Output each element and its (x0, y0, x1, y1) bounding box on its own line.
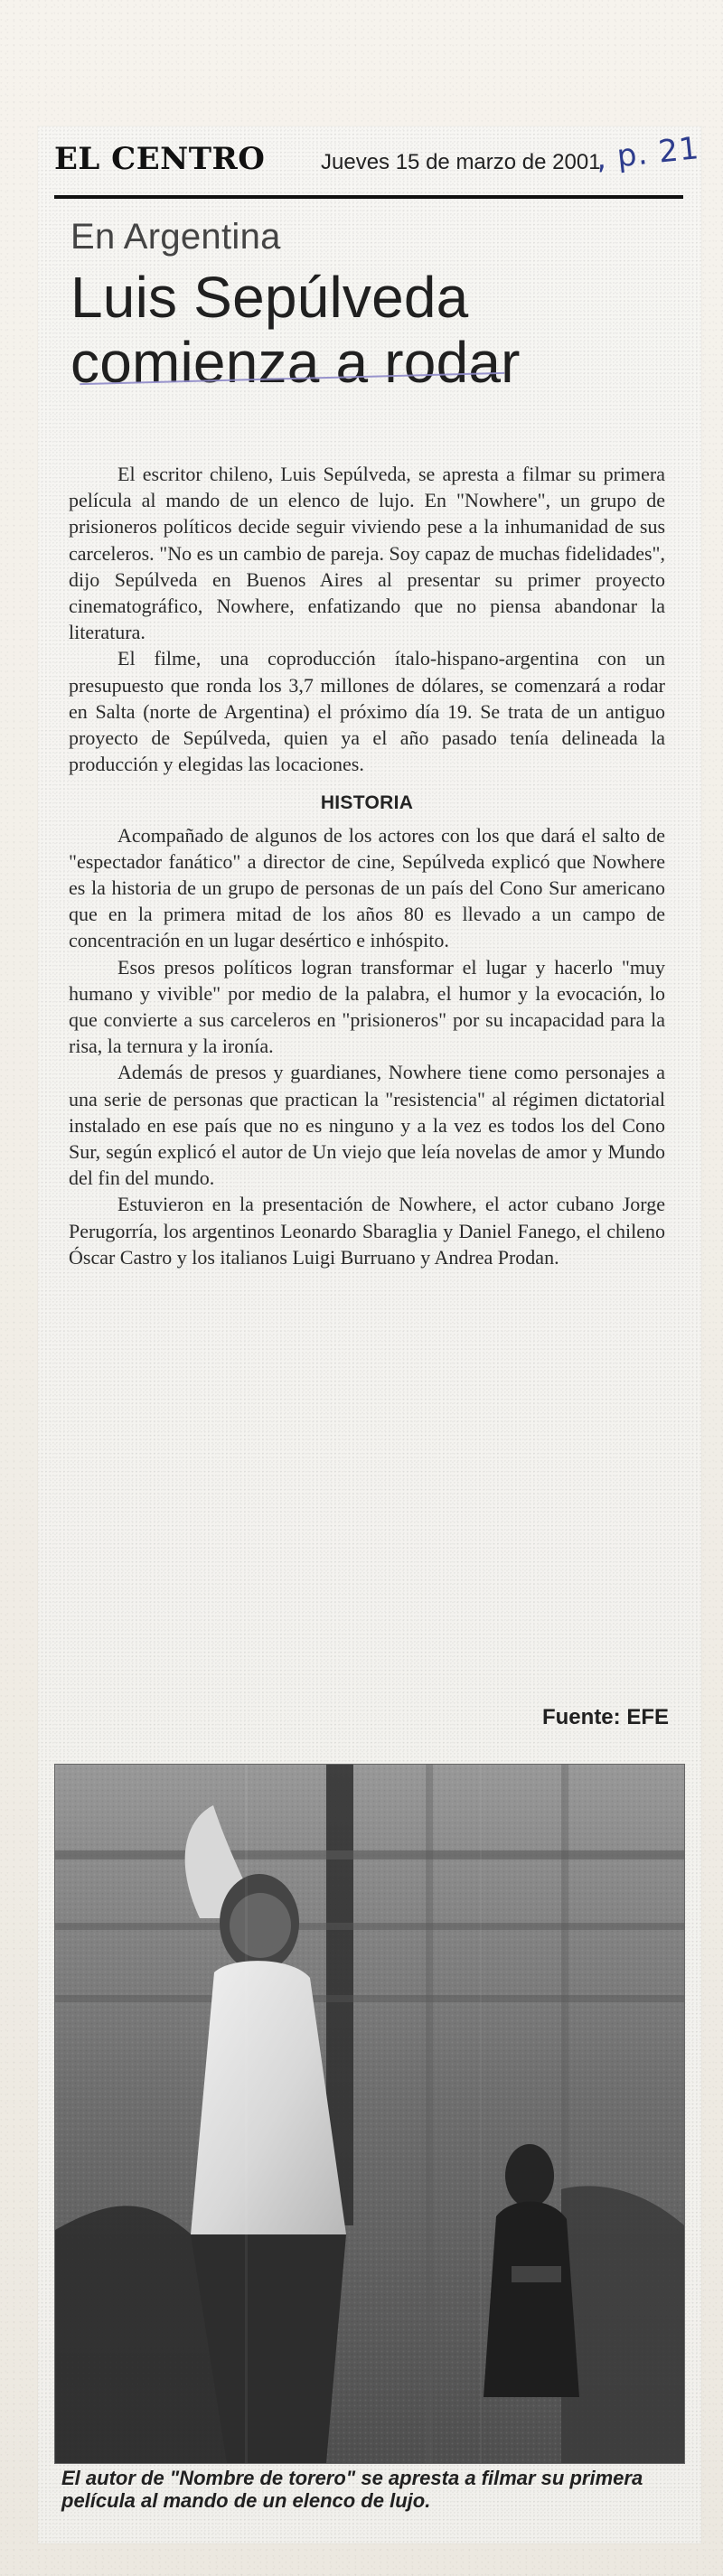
right-foreground-shape (561, 2186, 684, 2463)
man-face (230, 1893, 291, 1958)
newspaper-clipping (38, 126, 701, 2543)
photo-scanline-2 (480, 1765, 482, 2463)
history-paragraph-3: Además de presos y guardianes, Nowhere tiene como personajes a una serie de personas que practican la "resistencia" al régimen dictatorial instalado en ese país que no es ninguno y a la vez es todos los del Cono Sur, según explicó el autor de Un viejo que leía novelas de amor y Mundo del fin del mundo. (69, 1061, 665, 1190)
article-source: Fuente: EFE (541, 1705, 669, 1729)
woman-head (505, 2144, 554, 2207)
section-name: EL CENTRO (54, 141, 266, 177)
headline-block (70, 217, 658, 443)
article-paragraph-2: El filme, una coproducción ítalo-hispano-argentina con un presupuesto que ronda los 3,7 millones de dólares, se comenzará a rodar en Salta (norte de Argentina) el próximo día 19. Se trata de un antiguo proyecto de Sepúlveda, quien ya el año pasado tenía delineada la producción y elegidas las locaciones. (69, 647, 665, 776)
headline-line-1: Luis Sepúlveda (70, 265, 469, 330)
handwritten-page-mark: , p. 21 (594, 130, 701, 177)
wall-line-3 (55, 1995, 684, 2002)
publication-date: Jueves 15 de marzo de 2001 (321, 150, 601, 174)
masthead (54, 128, 701, 199)
history-paragraph-1: Acompañado de algunos de los actores con los que dará el salto de "espectador fanático" a director de cine, Sepúlveda explicó que Nowhere es la historia de un grupo de personas de un país del Cono Sur americano que en la primera mitad de los años 80 es llevado a un campo de concentración en un lugar desértico e inhóspito. (69, 823, 665, 952)
wall-seam-1 (426, 1765, 433, 2463)
headline-line-2: comienza a rodar (70, 330, 521, 395)
kicker: En Argentina (70, 217, 281, 257)
wall-line-2 (55, 1923, 684, 1930)
history-paragraph-2: Esos presos políticos logran transformar el lugar y hacerlo "muy humano y vivible" por medio de la palabra, el humor y la evocación, lo que convierte a sus carceleros en "prisioneros" por su incapacidad para la risa, la ternura y la ironía. (69, 955, 665, 1058)
photo-caption: El autor de "Nombre de torero" se apresta a filmar su primera película al mando de un elenco de lujo. (61, 2467, 643, 2512)
article-paragraph-1: El escritor chileno, Luis Sepúlveda, se apresta a filmar su primera película al mando de un elenco de lujo. En "Nowhere", un grupo de prisioneros políticos decide seguir viviendo pese a la inhumanidad de sus carceleros. "No es un cambio de pareja. Soy capaz de muchas fidelidades", dijo Sepúlveda en Buenos Aires al presentar su primer proyecto cinematográfico, Nowhere, enfatizando que no piensa abandonar la literatura. (69, 463, 665, 644)
section-subhead: HISTORIA (320, 792, 414, 814)
article-body (69, 461, 665, 1708)
wall-line-1 (55, 1850, 684, 1859)
woman-body (484, 2201, 579, 2397)
photo-scanline-1 (245, 1765, 248, 2463)
article-photo (54, 1764, 685, 2464)
woman-arm (512, 2266, 561, 2282)
photo-illustration (55, 1765, 684, 2463)
history-paragraph-4: Estuvieron en la presentación de Nowhere, el actor cubano Jorge Perugorría, los argentinos Leonardo Sbaraglia y Daniel Fanego, el chileno Óscar Castro y los italianos Luigi Burruano y Andrea Prodan. (69, 1193, 665, 1269)
